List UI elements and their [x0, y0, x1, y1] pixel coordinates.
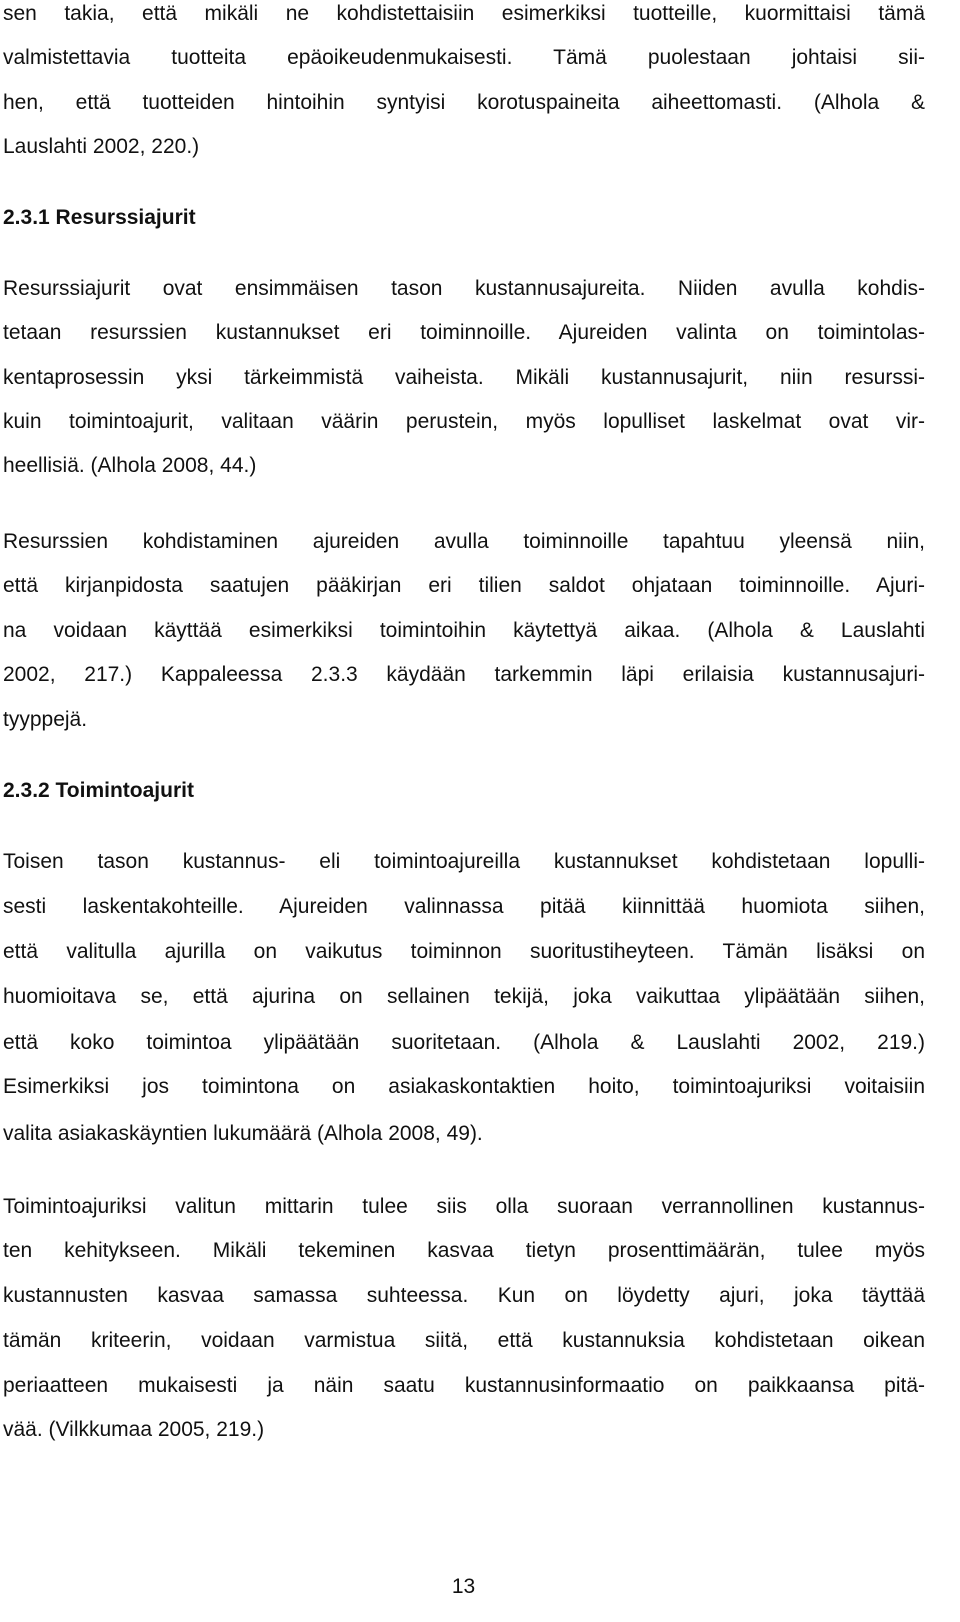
text-line: että kirjanpidosta saatujen pääkirjan eri tilien saldot ohjataan toiminnoille. Ajuri-: [3, 574, 925, 597]
text-line: Resurssien kohdistaminen ajureiden avulla toiminnoille tapahtuu yleensä niin,: [3, 530, 925, 553]
text-line: tetaan resurssien kustannukset eri toiminnoille. Ajureiden valinta on toimintolas-: [3, 321, 925, 344]
text-line: sen takia, että mikäli ne kohdistettaisiin esimerkiksi tuotteille, kuormittaisi tämä: [3, 2, 925, 25]
text-line: tämän kriteerin, voidaan varmistua siitä, että kustannuksia kohdistetaan oikean: [3, 1329, 925, 1352]
text-line: 2002, 217.) Kappaleessa 2.3.3 käydään tarkemmin läpi erilaisia kustannusajuri-: [3, 663, 925, 686]
text-line: heellisiä. (Alhola 2008, 44.): [3, 454, 257, 477]
text-line: valita asiakaskäyntien lukumäärä (Alhola 2008, 49).: [3, 1122, 483, 1145]
text-line: periaatteen mukaisesti ja näin saatu kustannusinformaatio on paikkaansa pitä-: [3, 1374, 925, 1397]
section-heading: 2.3.1 Resurssiajurit: [3, 206, 196, 229]
text-line: ten kehitykseen. Mikäli tekeminen kasvaa tietyn prosenttimäärän, tulee myös: [3, 1239, 925, 1262]
text-line: kustannusten kasvaa samassa suhteessa. Kun on löydetty ajuri, joka täyttää: [3, 1284, 925, 1307]
text-line: na voidaan käyttää esimerkiksi toimintoihin käytettyä aikaa. (Alhola & Lauslahti: [3, 619, 925, 642]
text-line: valmistettavia tuotteita epäoikeudenmukaisesti. Tämä puolestaan johtaisi sii-: [3, 46, 925, 69]
text-line: että valitulla ajurilla on vaikutus toiminnon suoritustiheyteen. Tämän lisäksi on: [3, 940, 925, 963]
page-number: 13: [451, 1575, 476, 1598]
text-line: vää. (Vilkkumaa 2005, 219.): [3, 1418, 265, 1441]
text-line: Toisen tason kustannus- eli toimintoajureilla kustannukset kohdistetaan lopulli-: [3, 850, 925, 873]
text-line: hen, että tuotteiden hintoihin syntyisi korotuspaineita aiheettomasti. (Alhola &: [3, 91, 925, 114]
text-line: kentaprosessin yksi tärkeimmistä vaiheista. Mikäli kustannusajurit, niin resurssi-: [3, 366, 925, 389]
text-line: huomioitava se, että ajurina on sellainen tekijä, joka vaikuttaa ylipäätään siihen,: [3, 985, 925, 1008]
text-line: tyyppejä.: [3, 708, 88, 731]
text-line: Resurssiajurit ovat ensimmäisen tason kustannusajureita. Niiden avulla kohdis-: [3, 277, 925, 300]
text-line: Toimintoajuriksi valitun mittarin tulee siis olla suoraan verrannollinen kustannus-: [3, 1195, 925, 1218]
section-heading: 2.3.2 Toimintoajurit: [3, 779, 194, 802]
text-line: että koko toimintoa ylipäätään suoritetaan. (Alhola & Lauslahti 2002, 219.): [3, 1031, 925, 1054]
text-line: Esimerkiksi jos toimintona on asiakaskontaktien hoito, toimintoajuriksi voitaisiin: [3, 1075, 925, 1098]
text-line: Lauslahti 2002, 220.): [3, 135, 200, 158]
text-line: kuin toimintoajurit, valitaan väärin perustein, myös lopulliset laskelmat ovat vir-: [3, 410, 925, 433]
text-line: sesti laskentakohteille. Ajureiden valinnassa pitää kiinnittää huomiota siihen,: [3, 895, 925, 918]
